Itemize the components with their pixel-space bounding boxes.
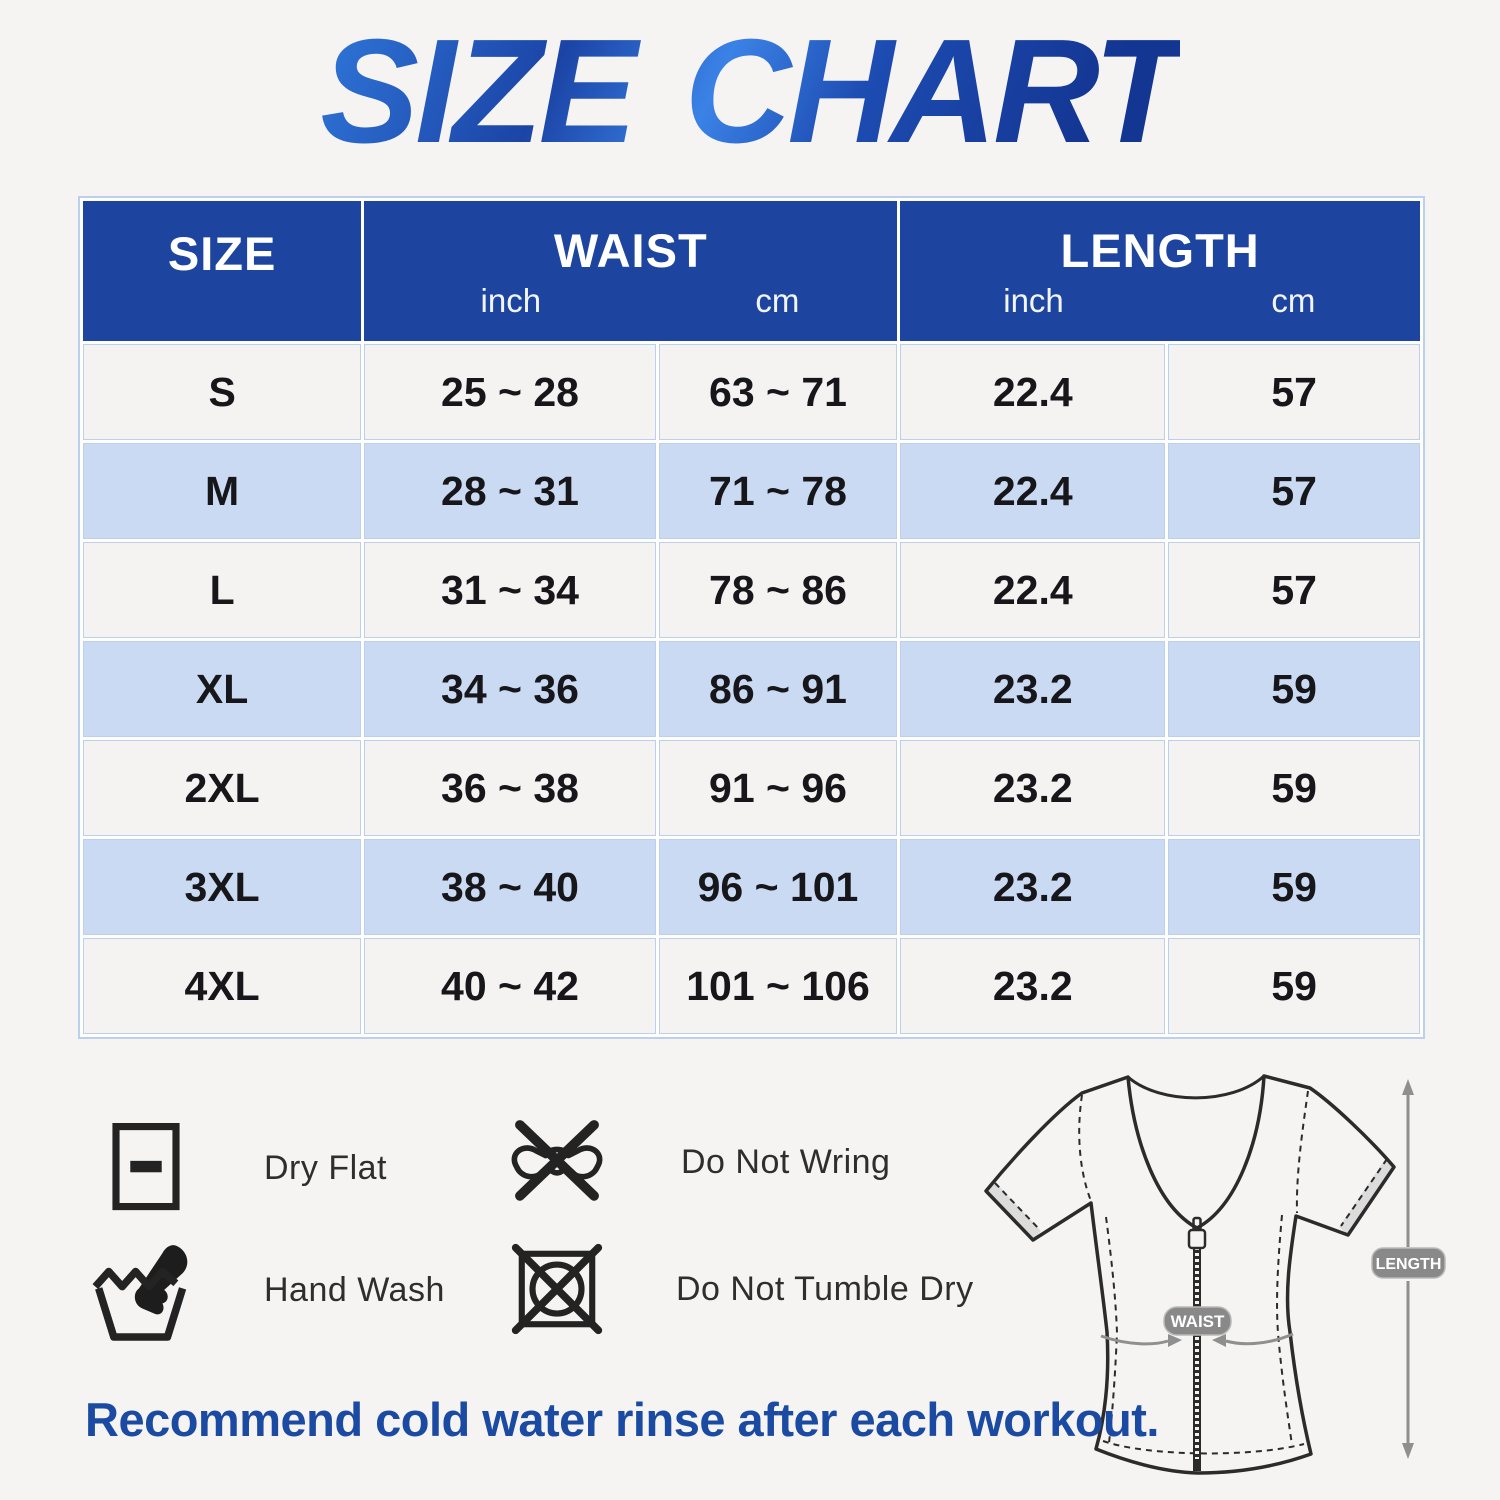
cell-length-cm: 59 <box>1168 740 1420 836</box>
care-item-do-not-wring <box>505 1112 890 1212</box>
cell-length-inch: 23.2 <box>900 938 1165 1034</box>
length-badge-label: LENGTH <box>1375 1256 1442 1273</box>
hand-wash-icon <box>90 1238 198 1342</box>
cell-length-cm: 59 <box>1168 839 1420 935</box>
dry-flat-icon <box>100 1118 192 1218</box>
cell-length-inch: 22.4 <box>900 542 1165 638</box>
cell-size: 3XL <box>83 839 361 935</box>
cell-length-cm: 57 <box>1168 344 1420 440</box>
cell-waist-cm: 63 ~ 71 <box>659 344 898 440</box>
cell-waist-inch: 28 ~ 31 <box>364 443 656 539</box>
care-label: Dry Flat <box>264 1148 387 1187</box>
col-header-size-label: SIZE <box>167 226 277 280</box>
care-item-hand-wash <box>90 1238 445 1342</box>
cell-waist-inch: 38 ~ 40 <box>364 839 656 935</box>
cell-length-cm: 57 <box>1168 443 1420 539</box>
cell-waist-inch: 34 ~ 36 <box>364 641 656 737</box>
length-unit-cm: cm <box>1271 281 1316 319</box>
cell-waist-cm: 91 ~ 96 <box>659 740 898 836</box>
waist-unit-cm: cm <box>755 281 800 319</box>
cell-size: L <box>83 542 361 638</box>
cell-length-inch: 23.2 <box>900 839 1165 935</box>
waist-badge <box>1164 1307 1231 1335</box>
cell-waist-inch: 40 ~ 42 <box>364 938 656 1034</box>
cell-length-inch: 23.2 <box>900 740 1165 836</box>
care-item-do-not-tumble-dry <box>508 1240 974 1338</box>
col-header-length <box>900 201 1420 341</box>
cell-size: 4XL <box>83 938 361 1034</box>
page-title: SIZE CHART <box>320 9 1180 174</box>
care-label: Do Not Wring <box>681 1142 891 1181</box>
cell-length-cm: 59 <box>1168 938 1420 1034</box>
cell-length-cm: 59 <box>1168 641 1420 737</box>
waist-unit-inch: inch <box>480 281 542 319</box>
cell-size: M <box>83 443 361 539</box>
do-not-wring-icon <box>505 1112 609 1212</box>
cell-waist-cm: 96 ~ 101 <box>659 839 898 935</box>
cell-waist-cm: 71 ~ 78 <box>659 443 898 539</box>
care-item-dry-flat <box>100 1118 387 1218</box>
cell-waist-cm: 78 ~ 86 <box>659 542 898 638</box>
cell-size: 2XL <box>83 740 361 836</box>
cell-waist-inch: 25 ~ 28 <box>364 344 656 440</box>
care-label: Hand Wash <box>264 1270 445 1309</box>
care-label: Do Not Tumble Dry <box>676 1269 974 1308</box>
cell-length-inch: 22.4 <box>900 344 1165 440</box>
col-header-waist <box>364 201 897 341</box>
cell-waist-cm: 101 ~ 106 <box>659 938 898 1034</box>
cell-length-inch: 23.2 <box>900 641 1165 737</box>
cell-size: XL <box>83 641 361 737</box>
col-header-waist-label: WAIST <box>553 223 708 277</box>
page-header <box>0 9 1500 174</box>
size-chart-table <box>78 196 1425 1039</box>
cell-waist-inch: 36 ~ 38 <box>364 740 656 836</box>
cell-waist-inch: 31 ~ 34 <box>364 542 656 638</box>
footer-note: Recommend cold water rinse after each workout. <box>85 1393 1159 1446</box>
do-not-tumble-dry-icon <box>508 1240 606 1338</box>
cell-length-cm: 57 <box>1168 542 1420 638</box>
cell-length-inch: 22.4 <box>900 443 1165 539</box>
cell-waist-cm: 86 ~ 91 <box>659 641 898 737</box>
col-header-size <box>83 201 361 341</box>
length-badge <box>1372 1248 1445 1278</box>
col-header-length-label: LENGTH <box>1060 223 1260 277</box>
waist-badge-label: WAIST <box>1170 1312 1225 1331</box>
length-unit-inch: inch <box>1003 281 1064 319</box>
cell-size: S <box>83 344 361 440</box>
